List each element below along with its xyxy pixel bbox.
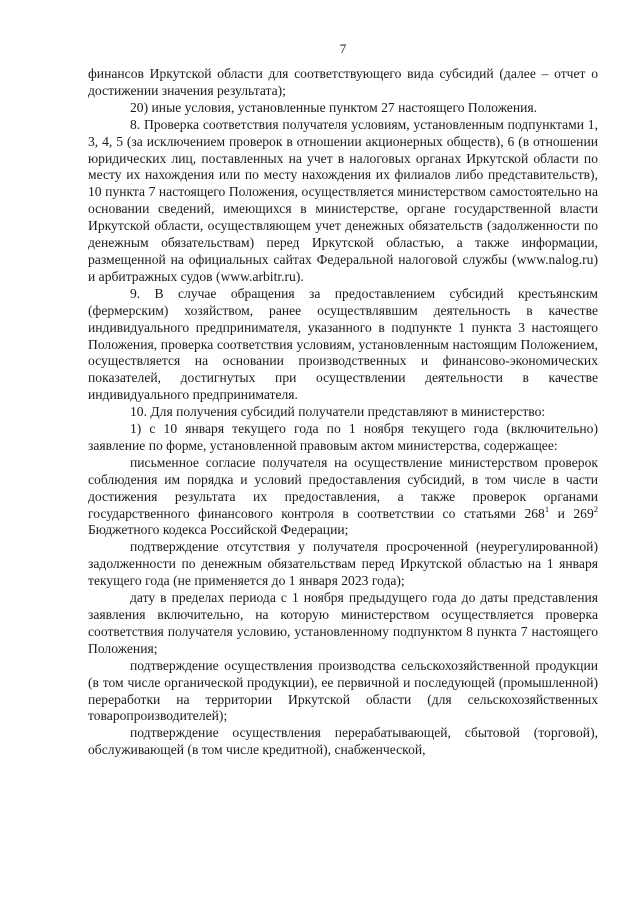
paragraph: финансов Иркутской области для соответствующего вида субсидий (далее – отчет о достижении значения результата); (88, 66, 598, 98)
paragraph-consent (88, 455, 598, 540)
paragraph: 9. В случае обращения за предоставлением субсидий крестьянским (фермерским) хозяйством, ранее осуществлявшим деятельность в качестве индивидуального предпринимателя, указанного в подпункте 1 пункта 3 настоящего Положения, проверка соответствия условиям, установленным настоящим Положением, осуществляется на основании производственных и финансово-экономических показателей, достигнутых при осуществлении деятельности в качестве индивидуального предпринимателя. (88, 285, 598, 403)
paragraph-consent-text: письменное согласие получателя на осуществление министерством проверок соблюдения им порядка и условий предоставления субсидий, в том числе в части достижения результата их предоставления, а также проверок органами государственного финансового контроля в соответствии со статьями 268 (88, 454, 598, 521)
paragraph: подтверждение осуществления производства сельскохозяйственной продукции (в том числе органической продукции), ее первичной и последующей (промышленной) переработки на территории Иркутской области (для сельскохозяйственных товаропроизводителей); (88, 657, 598, 724)
superscript: 1 (544, 503, 550, 514)
statute-tail: Бюджетного кодекса Российской Федерации; (88, 522, 349, 538)
paragraph: подтверждение отсутствия у получателя просроченной (неурегулированной) задолженности по денежным обязательствам перед Иркутской областью на 1 января текущего года (не применяется до 1 января 2023 года); (88, 539, 598, 589)
paragraph: 8. Проверка соответствия получателя условиям, установленным подпунктами 1, 3, 4, 5 (за исключением проверок в отношении акционерных обществ), 6 (в отношении юридических лиц, поставленных на учет в налоговых органах Иркутской области по месту их нахождения или по месту нахождения их филиалов либо представительств), 10 пункта 7 настоящего Положения, осуществляется министерством самостоятельно на основании сведений, имеющихся в министерстве, органе государственной власти Иркутской области, осуществляющем учет денежных обязательств (задолженности по денежным обязательствам) перед Иркутской областью, а также информации, размещенной на официальных сайтах Федеральной налоговой службы (www.nalog.ru) и арбитражных судов (www.arbitr.ru). (88, 116, 598, 284)
statute-and: и 269 (549, 505, 594, 521)
paragraph: 20) иные условия, установленные пунктом 27 настоящего Положения. (130, 99, 538, 115)
document-body (88, 66, 598, 759)
paragraph: 10. Для получения субсидий получатели представляют в министерство: (130, 404, 546, 420)
paragraph-last: подтверждение осуществления перерабатывающей, сбытовой (торговой), обслуживающей (в том числе кредитной), снабженческой, (88, 725, 598, 758)
page-number: 7 (339, 41, 347, 56)
paragraph: дату в пределах периода с 1 ноября предыдущего года до даты представления заявления включительно, на которую министерством осуществляется проверка соответствия получателя условию, установленному подпунктом 8 пункта 7 настоящего Положения; (88, 590, 598, 656)
paragraph: 1) с 10 января текущего года по 1 ноября текущего года (включительно) заявление по форме, установленной правовым актом министерства, содержащее: (88, 421, 598, 453)
superscript: 2 (593, 503, 598, 514)
